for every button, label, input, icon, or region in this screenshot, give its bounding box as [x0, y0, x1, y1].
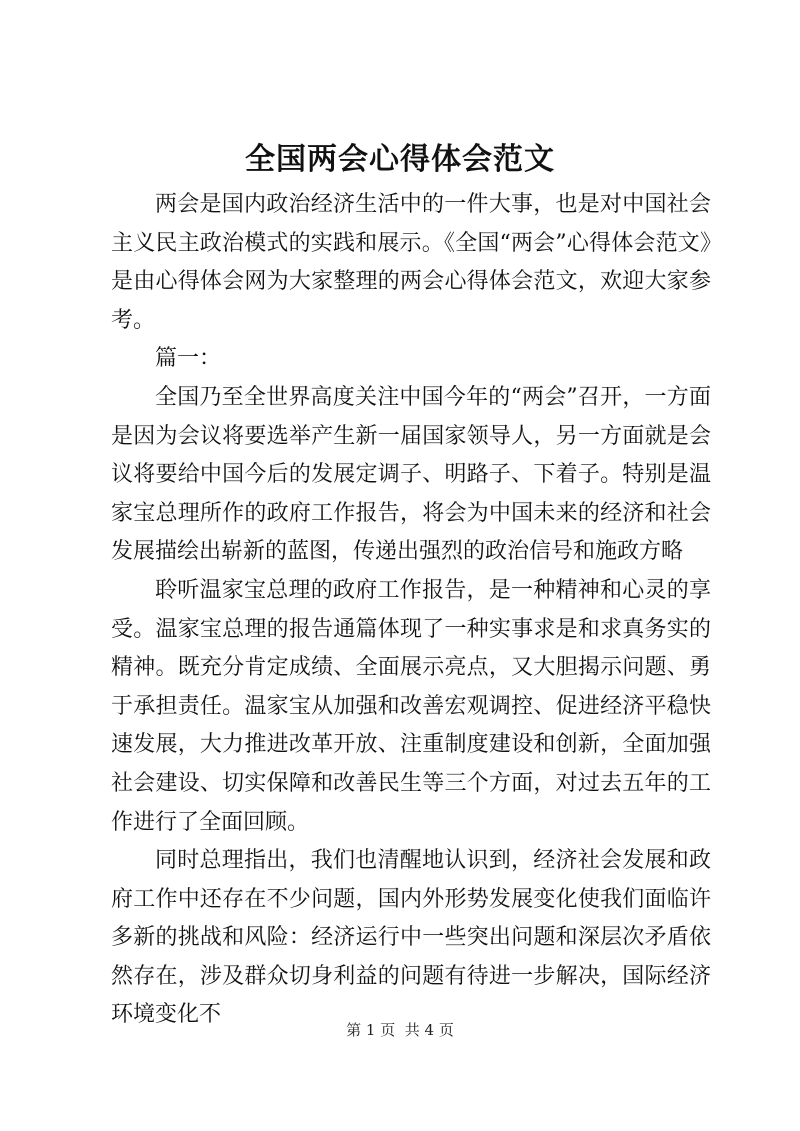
paragraph-2: 聆听温家宝总理的政府工作报告，是一种精神和心灵的享受。温家宝总理的报告通篇体现了一种实事求是和求真务实的精神。既充分肯定成绩、全面展示亮点，又大胆揭示问题、勇于承担责任。温家宝从加强和改善宏观调控、促进经济平稳快速发展，大力推进改革开放、注重制度建设和创新，全面加强社会建设、切实保障和改善民生等三个方面，对过去五年的工作进行了全面回顾。	[111, 577, 711, 835]
page-footer	[0, 1020, 800, 1040]
paragraph-intro: 两会是国内政治经济生活中的一件大事，也是对中国社会主义民主政治模式的实践和展示。《全国“两会”心得体会范文》是由心得体会网为大家整理的两会心得体会范文，欢迎大家参考。	[111, 192, 711, 333]
document-title: 全国两会心得体会范文	[245, 142, 555, 177]
document-body	[111, 186, 711, 1035]
paragraph-section-heading: 篇一：	[155, 346, 222, 372]
paragraph-3: 同时总理指出，我们也清醒地认识到，经济社会发展和政府工作中还存在不少问题，国内外形势发展变化使我们面临许多新的挑战和风险：经济运行中一些突出问题和深层次矛盾依然存在，涉及群众切身利益的问题有待进一步解决，国际经济环境变化不	[111, 848, 711, 1028]
page-number-label: 第 1 页 共 4 页	[346, 1021, 454, 1039]
paragraph-1: 全国乃至全世界高度关注中国今年的“两会”召开，一方面是因为会议将要选举产生新一届国家领导人，另一方面就是会议将要给中国今后的发展定调子、明路子、下着子。特别是温家宝总理所作的政府工作报告，将会为中国未来的经济和社会发展描绘出崭新的蓝图，传递出强烈的政治信号和施政方略	[111, 384, 711, 565]
